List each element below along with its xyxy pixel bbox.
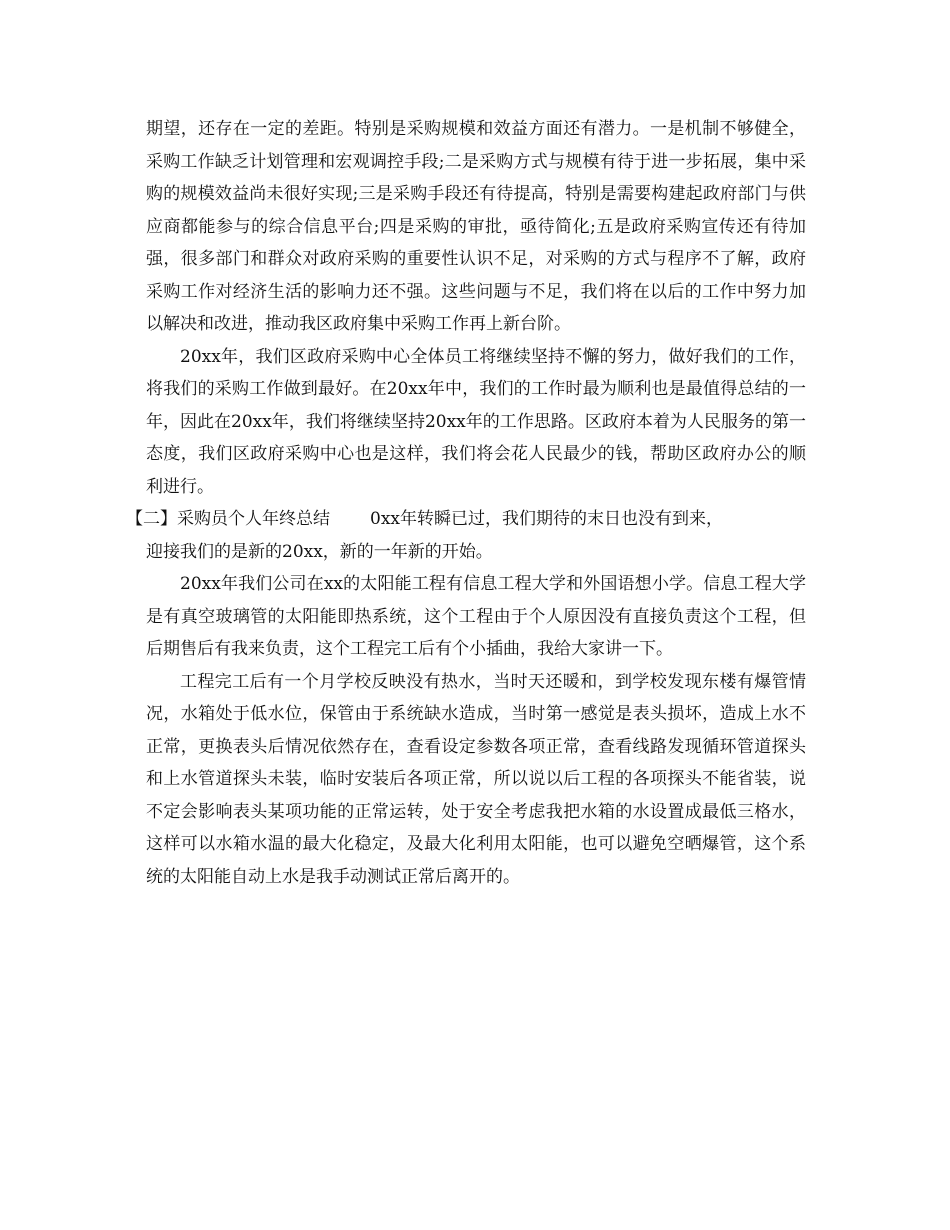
section-intro-first: 0xx年转瞬已过，我们期待的末日也没有到来， [370,509,723,529]
paragraph-procurement-issues: 期望，还存在一定的差距。特别是采购规模和效益方面还有潜力。一是机制不够健全，采购工作缺乏计划管理和宏观调控手段;二是采购方式与规模有待于进一步拓展，集中采购的规模效益尚未很好实现;三是采购手段还有待提高，特别是需要构建起政府部门与供应商都能参与的综合信息平台;四是采购的审批，亟待简化;五是政府采购宣传还有待加强，很多部门和群众对政府采购的重要性认识不足，对采购的方式与程序不了解，政府采购工作对经济生活的影响力还不强。这些问题与不足，我们将在以后的工作中努力加以解决和改进，推动我区政府集中采购工作再上新台阶。 [146,119,806,334]
paragraph-repair-story: 工程完工后有一个月学校反映没有热水，当时天还暖和，到学校发现东楼有爆管情况，水箱处于低水位，保管由于系统缺水造成，当时第一感觉是表头损坏，造成上水不正常，更换表头后情况依然存在，查看设定参数各项正常，查看线路发现循环管道探头和上水管道探头未装，临时安装后各项正常，所以说以后工程的各项探头不能省装，说不定会影响表头某项功能的正常运转，处于安全考虑我把水箱的水设置成最低三格水，这样可以水箱水温的最大化稳定，及最大化利用太阳能，也可以避免空晒爆管，这个系统的太阳能自动上水是我手动测试正常后离开的。 [146,671,806,887]
section-heading: 【二】采购员个人年终总结 [126,509,330,529]
paragraph-solar-project: 20xx年我们公司在xx的太阳能工程有信息工程大学和外国语想小学。信息工程大学是有真空玻璃管的太阳能即热系统，这个工程由于个人原因没有直接负责这个工程，但后期售后有我来负责，这个工程完工后有个小插曲，我给大家讲一下。 [146,574,806,659]
section-heading-block [126,503,806,568]
paragraph-next-year-plan: 20xx年，我们区政府采购中心全体员工将继续坚持不懈的努力，做好我们的工作，将我们的采购工作做到最好。在20xx年中，我们的工作时最为顺利也是最值得总结的一年，因此在20xx年，我们将继续坚持20xx年的工作思路。区政府本着为人民服务的第一态度，我们区政府采购中心也是这样，我们将会花人民最少的钱，帮助区政府办公的顺利进行。 [146,346,806,497]
section-intro-rest: 迎接我们的是新的20xx，新的一年新的开始。 [146,541,493,562]
document-body [126,113,806,893]
